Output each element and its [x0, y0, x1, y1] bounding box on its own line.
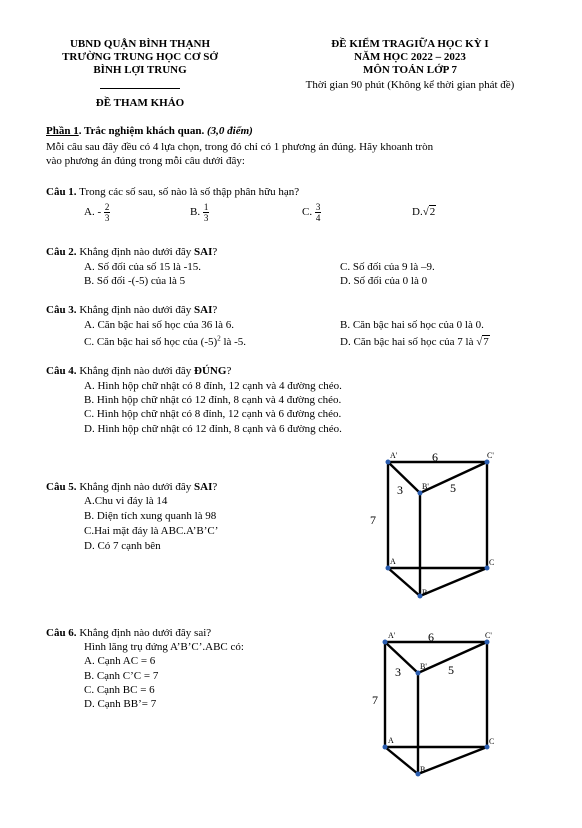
part1-title: . Trắc nghiệm khách quan. — [78, 125, 205, 137]
edge-a1b1 — [388, 462, 420, 493]
q4-keyword: ĐÚNG — [194, 365, 227, 377]
q2-stem — [46, 246, 217, 258]
label-b: B — [420, 765, 426, 774]
q1-a-prefix: A. - — [84, 206, 102, 219]
q6-label: Câu 6. — [46, 627, 77, 639]
label-a: A — [390, 557, 396, 566]
q3-keyword: SAI — [194, 304, 213, 316]
label-a1: A' — [390, 451, 398, 460]
part1-instructions-2: vào phương án đúng trong mỗi câu dưới đây: — [46, 155, 245, 167]
vertex-a — [386, 566, 391, 571]
q1-text: Trong các số sau, số nào là số thập phân hữu hạn? — [76, 186, 300, 198]
edge-bc — [420, 568, 487, 596]
q2-label: Câu 2. — [46, 246, 77, 258]
label-b: B — [422, 588, 428, 597]
q2-option-b[interactable]: B. Số đối -(-5) của là 5 — [84, 275, 186, 287]
school-name: TRƯỜNG TRUNG HỌC CƠ SỞ — [62, 51, 218, 63]
q5-option-c[interactable]: C.Hai mặt đáy là ABC.A’B’C’ — [84, 525, 219, 537]
q3-text-end: ? — [212, 304, 218, 316]
q4-option-b[interactable]: B. Hình hộp chữ nhật có 12 đỉnh, 8 cạnh và 4 đường chéo. — [84, 394, 342, 406]
q3-label: Câu 3. — [46, 304, 77, 316]
vertex-b1 — [416, 671, 421, 676]
q3-d-sqrt: √7 — [476, 336, 489, 348]
vertex-a — [383, 745, 388, 750]
q3-option-a[interactable]: A. Căn bậc hai số học của 36 là 6. — [84, 319, 234, 331]
q5-option-d[interactable]: D. Có 7 cạnh bên — [84, 540, 161, 552]
q5-keyword: SAI — [194, 481, 213, 493]
len-right: 5 — [450, 481, 456, 495]
vertex-c1 — [485, 640, 490, 645]
label-c: C — [489, 558, 495, 567]
header-divider — [100, 88, 180, 89]
q5-option-b[interactable]: B. Diện tích xung quanh là 98 — [84, 510, 217, 522]
q5-text-end: ? — [212, 481, 218, 493]
q5-stem — [46, 481, 217, 493]
len-right: 5 — [448, 663, 454, 677]
vertex-a1 — [383, 640, 388, 645]
q6-option-b[interactable]: B. Cạnh C’C = 7 — [84, 670, 159, 682]
q4-option-c[interactable]: C. Hình hộp chữ nhật có 8 đỉnh, 12 cạnh và 6 đường chéo. — [84, 408, 342, 420]
q2-option-d[interactable]: D. Số đối của 0 là 0 — [340, 275, 428, 287]
len-top: 6 — [428, 630, 434, 644]
edge-ab — [385, 747, 418, 774]
vertex-c1 — [485, 460, 490, 465]
q3-stem — [46, 304, 217, 316]
q1-option-a[interactable] — [84, 202, 110, 223]
vertex-b1 — [418, 491, 423, 496]
q6-intro: Hình lăng trụ đứng A’B’C’.ABC có: — [84, 641, 244, 653]
q2-text: Khẳng định nào dưới đây — [76, 246, 195, 258]
label-c1: C' — [485, 631, 492, 640]
q4-option-a[interactable]: A. Hình hộp chữ nhật có 8 đỉnh, 12 cạnh và 4 đường chéo. — [84, 380, 342, 392]
q4-option-d[interactable]: D. Hình hộp chữ nhật có 12 đỉnh, 8 cạnh và 6 đường chéo. — [84, 423, 342, 435]
label-a1: A' — [388, 631, 396, 640]
exam-type: ĐỀ THAM KHẢO — [95, 97, 185, 109]
exam-title: ĐỀ KIỂM TRAGIỮA HỌC KỲ I — [331, 38, 489, 50]
part1-heading — [46, 125, 253, 137]
q1-c-prefix: C. — [302, 206, 313, 219]
q3-option-c[interactable]: C. Căn bậc hai số học của $(-5)^2$ là -5. — [84, 334, 247, 348]
q1-stem — [46, 186, 299, 198]
label-c1: C' — [487, 451, 494, 460]
q3-option-b[interactable]: B. Căn bậc hai số học của 0 là 0. — [340, 319, 484, 331]
exam-duration: Thời gian 90 phút (Không kể thời gian phát đề) — [305, 79, 515, 91]
prism-figure-q6 — [360, 626, 510, 786]
part1-points: (3,0 điểm) — [206, 125, 253, 137]
edge-bc — [418, 747, 487, 774]
q1-label: Câu 1. — [46, 186, 77, 198]
edge-a1b1 — [385, 642, 418, 673]
school-name-2: BÌNH LỢI TRUNG — [93, 64, 187, 76]
q5-option-a[interactable]: A.Chu vi đáy là 14 — [84, 495, 168, 507]
q1-option-c[interactable] — [302, 202, 321, 223]
q2-option-c[interactable]: C. Số đối của 9 là –9. — [340, 261, 435, 273]
school-year: NĂM HỌC 2022 – 2023 — [354, 51, 466, 63]
q6-option-a[interactable]: A. Cạnh AC = 6 — [84, 655, 156, 667]
vertex-a1 — [386, 460, 391, 465]
len-left: 3 — [397, 483, 403, 497]
len-top: 6 — [432, 450, 438, 464]
q1-option-d[interactable] — [412, 206, 436, 218]
q4-label: Câu 4. — [46, 365, 77, 377]
prism-figure-q5 — [360, 448, 510, 608]
label-a: A — [388, 736, 394, 745]
q2-option-a[interactable]: A. Số đối của số 15 là -15. — [84, 261, 202, 273]
label-b1: B' — [422, 482, 429, 491]
part1-instructions-1: Mỗi câu sau đây đều có 4 lựa chọn, trong đó chỉ có 1 phương án đúng. Hãy khoanh tròn — [46, 141, 434, 153]
q4-text: Khẳng định nào dưới đây — [76, 365, 195, 377]
q3-option-d[interactable]: D. Căn bậc hai số học của 7 là √7 — [340, 336, 489, 348]
label-c: C — [489, 737, 495, 746]
q1-b-prefix: B. — [190, 206, 201, 219]
q4-stem — [46, 365, 231, 377]
part1-label: Phần 1 — [46, 125, 79, 137]
q1-d-prefix: D. — [412, 206, 423, 218]
q1-c-fraction: $\frac{3}{4}$ — [315, 202, 321, 223]
q6-option-c[interactable]: C. Cạnh BC = 6 — [84, 684, 155, 696]
edge-ab — [388, 568, 420, 596]
len-height: 7 — [372, 693, 378, 707]
q2-text-end: ? — [212, 246, 218, 258]
q1-d-sqrt: √2 — [422, 206, 436, 218]
school-district: UBND QUẬN BÌNH THẠNH — [69, 38, 211, 50]
q5-text: Khẳng định nào dưới đây — [76, 481, 195, 493]
subject: MÔN TOÁN LỚP 7 — [362, 64, 458, 76]
q6-stem — [46, 627, 211, 639]
q2-keyword: SAI — [194, 246, 213, 258]
q4-text-end: ? — [226, 365, 232, 377]
q3-text: Khẳng định nào dưới đây — [76, 304, 195, 316]
q6-text: Khẳng định nào dưới đây sai? — [76, 627, 212, 639]
len-left: 3 — [395, 665, 401, 679]
q1-b-fraction: $\frac{1}{3}$ — [203, 202, 209, 223]
q5-label: Câu 5. — [46, 481, 77, 493]
label-b1: B' — [420, 662, 427, 671]
q1-option-b[interactable] — [190, 202, 209, 223]
len-height: 7 — [370, 513, 376, 527]
q1-a-fraction: $\frac{2}{3}$ — [104, 202, 110, 223]
q6-option-d[interactable]: D. Cạnh BB’= 7 — [84, 698, 157, 710]
